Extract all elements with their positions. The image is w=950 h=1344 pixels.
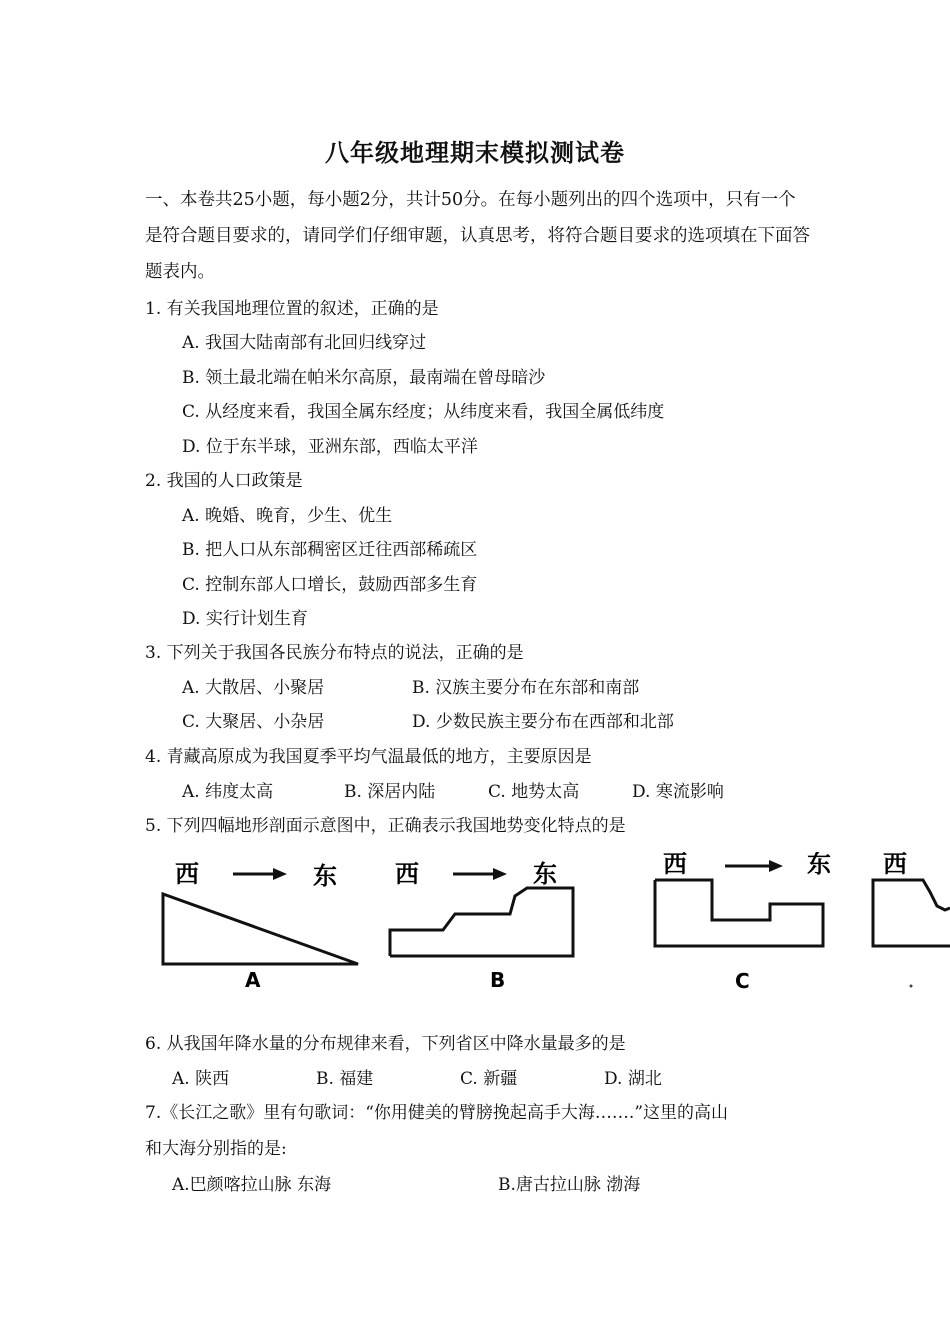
panel-a-arrow-icon	[273, 868, 287, 880]
question-1-option-d: D. 位于东半球，亚洲东部，西临太平洋	[182, 437, 478, 457]
question-7-stem: 7.《长江之歌》里有句歌词：“你用健美的臂膀挽起高手大海…….”这里的高山	[145, 1103, 729, 1123]
question-3-option-b: B. 汉族主要分布在东部和南部	[412, 678, 640, 698]
question-1-stem: 1. 有关我国地理位置的叙述，正确的是	[145, 299, 439, 319]
page-title: 八年级地理期末模拟测试卷	[325, 138, 625, 167]
question-7-stem-continued: 和大海分别指的是:	[145, 1139, 287, 1159]
question-6-stem: 6. 从我国年降水量的分布规律来看，下列省区中降水量最多的是	[145, 1034, 626, 1054]
question-2-option-c: C. 控制东部人口增长，鼓励西部多生育	[182, 575, 478, 595]
panel-b-west-label: 西	[395, 860, 419, 888]
panel-a-label: A	[245, 968, 261, 992]
question-4-option-c: C. 地势太高	[488, 782, 580, 802]
question-7-option-b: B.唐古拉山脉 渤海	[498, 1175, 641, 1195]
panel-d-profile	[873, 880, 950, 946]
question-3-option-c: C. 大聚居、小杂居	[182, 712, 325, 732]
panel-d-west-label: 西	[883, 852, 907, 878]
panel-c-east-label: 东	[807, 852, 831, 878]
panel-c-profile	[655, 880, 823, 946]
question-2-stem: 2. 我国的人口政策是	[145, 471, 303, 491]
question-3-option-d: D. 少数民族主要分布在西部和北部	[412, 712, 674, 732]
panel-a-east-label: 东	[313, 862, 337, 890]
terrain-profile-figure	[155, 852, 950, 1002]
question-5-stem: 5. 下列四幅地形剖面示意图中，正确表示我国地势变化特点的是	[145, 816, 626, 836]
question-6-option-d: D. 湖北	[604, 1069, 662, 1089]
panel-d-speck	[910, 985, 913, 988]
panel-b-label: B	[490, 968, 506, 992]
panel-b-arrow-icon	[493, 868, 507, 880]
question-2-option-d: D. 实行计划生育	[182, 609, 308, 629]
question-1-option-c: C. 从经度来看，我国全属东经度；从纬度来看，我国全属低纬度	[182, 402, 665, 422]
question-7-option-a: A.巴颜喀拉山脉 东海	[172, 1175, 332, 1195]
question-4-option-b: B. 深居内陆	[344, 782, 436, 802]
question-1-option-a: A. 我国大陆南部有北回归线穿过	[182, 333, 427, 353]
panel-b-profile	[390, 888, 573, 956]
question-4-stem: 4. 青藏高原成为我国夏季平均气温最低的地方，主要原因是	[145, 747, 592, 767]
question-2-option-a: A. 晚婚、晚育，少生、优生	[182, 506, 393, 526]
question-3-stem: 3. 下列关于我国各民族分布特点的说法，正确的是	[145, 643, 524, 663]
panel-a-west-label: 西	[175, 860, 199, 888]
panel-c-west-label: 西	[663, 852, 687, 878]
question-6-option-b: B. 福建	[316, 1069, 374, 1089]
question-6-option-c: C. 新疆	[460, 1069, 518, 1089]
question-4-option-a: A. 纬度太高	[182, 782, 274, 802]
instructions: 一、本卷共25小题，每小题2分，共计50分。在每小题列出的四个选项中，只有一个是符合题目要求的，请同学们仔细审题，认真思考，将符合题目要求的选项填在下面答题表内。	[145, 190, 810, 282]
panel-c-arrow-icon	[769, 860, 783, 872]
panel-b-east-label: 东	[533, 860, 557, 888]
terrain-profile-diagrams	[155, 852, 950, 1002]
panel-a-profile	[163, 894, 358, 964]
question-4-option-d: D. 寒流影响	[632, 782, 724, 802]
question-6-option-a: A. 陕西	[172, 1069, 230, 1089]
question-2-option-b: B. 把人口从东部稠密区迁往西部稀疏区	[182, 540, 478, 560]
question-3-option-a: A. 大散居、小聚居	[182, 678, 325, 698]
panel-c-label: C	[735, 969, 750, 993]
question-1-option-b: B. 领土最北端在帕米尔高原，最南端在曾母暗沙	[182, 368, 546, 388]
